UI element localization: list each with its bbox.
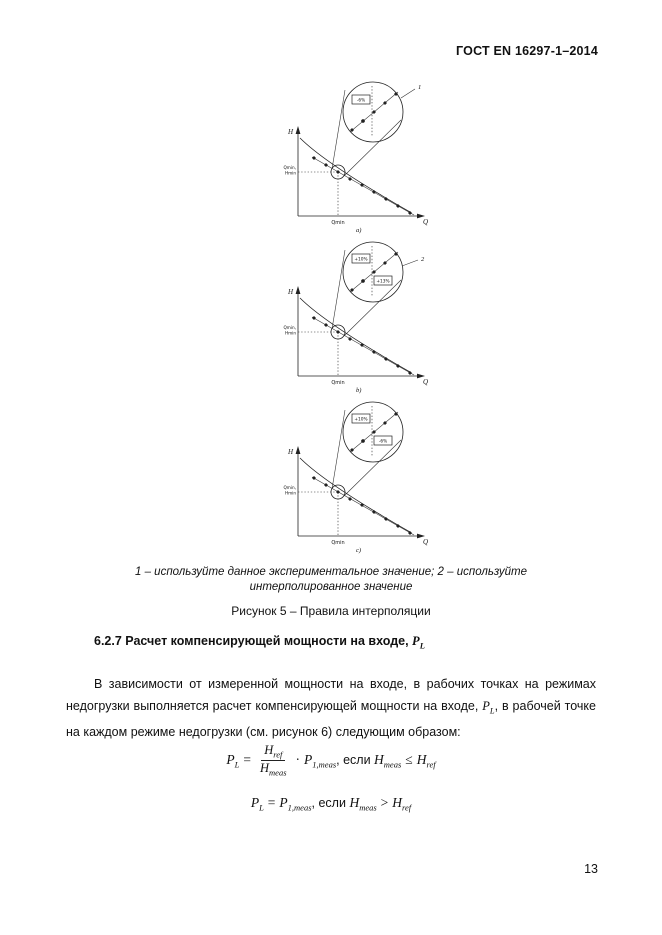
math-symbol-pl-sub: L <box>489 705 495 715</box>
axis-label-h: H <box>288 128 294 136</box>
figure-caption: Рисунок 5 – Правила интерполяции <box>231 604 431 618</box>
y-left-label-2: Hmin <box>284 170 296 176</box>
measurement-points <box>312 476 412 535</box>
axis-label-h: H <box>288 448 294 456</box>
tolerance-box-label-2: +13% <box>376 279 390 285</box>
marker-label: 1 <box>418 84 422 91</box>
chart-sublabel: a) <box>356 227 362 234</box>
multiplication-dot: · <box>295 751 301 767</box>
gt-operator: > <box>380 795 389 810</box>
pump-curve <box>300 458 410 532</box>
condition-text: , если <box>336 752 375 767</box>
x-tick-label: Qmin <box>331 380 345 386</box>
equals-sign: = <box>243 751 252 767</box>
x-tick-label: Qmin <box>331 220 345 226</box>
figure-5 <box>0 76 662 554</box>
var-pl: P <box>250 795 260 810</box>
var-hmeas: H <box>349 795 360 810</box>
pump-chart-a <box>268 76 438 234</box>
le-operator: ≤ <box>405 751 413 767</box>
document-header-title: ГОСТ EN 16297-1–2014 <box>456 44 598 58</box>
body-paragraph <box>66 673 596 744</box>
measurement-points <box>312 156 412 215</box>
equals-sign: = <box>267 795 276 810</box>
y-left-label-2: Hmin <box>284 490 296 496</box>
tolerance-box-label: +10% <box>354 417 368 423</box>
math-symbol-pl-sub: L <box>419 640 425 651</box>
pump-curve <box>300 138 410 212</box>
y-left-label-1: Qmin, <box>283 325 296 330</box>
formula-1: $P_L$ = $\frac{H_{ref}}{H_{meas}}$ · $P_{1,meas}$, если $H_{meas} \le H_{ref}$ <box>226 743 436 778</box>
section-heading-text: 6.2.7 Расчет компенсирующей мощности на входе, <box>94 634 413 648</box>
axis-label-h: H <box>288 288 294 296</box>
chart-sublabel: c) <box>356 547 362 554</box>
paragraph-text-2: , в рабочей точке на каждом режиме недогрузки (см. рисунок 6) следующим образом: <box>66 698 596 739</box>
x-tick-label: Qmin <box>331 540 345 546</box>
var-href: H <box>392 795 403 810</box>
pump-chart-c <box>268 396 438 554</box>
var-p1meas: P <box>279 795 288 810</box>
tolerance-box-label: -6% <box>356 98 366 104</box>
var-pl: P <box>226 751 235 767</box>
condition-text: , если <box>311 796 350 810</box>
y-left-label-2: Hmin <box>284 330 296 336</box>
var-hmeas: H <box>374 751 384 767</box>
formula-2: $P_L = P_{1,meas}$, если $H_{meas} > H_{ref}$ <box>250 795 412 813</box>
var-href: H <box>416 751 427 767</box>
math-symbol-pl: P <box>412 634 420 648</box>
marker-label: 2 <box>421 256 425 263</box>
figure-legend-note: 1 – используйте данное экспериментальное значение; 2 – используйте интерполированное значение <box>135 566 527 593</box>
y-left-label-1: Qmin, <box>283 165 296 170</box>
axis-label-q: Q <box>423 538 429 546</box>
measurement-points <box>312 316 412 375</box>
axis-label-q: Q <box>423 378 429 386</box>
var-p1meas: P <box>304 751 313 767</box>
section-heading <box>94 634 596 651</box>
paragraph-text-1: В зависимости от измеренной мощности на входе, в рабочих точках на режимах недогрузки выполняется расчет компенсирующей мощности на входе, <box>66 676 596 713</box>
chart-sublabel: b) <box>356 387 362 394</box>
y-left-label-1: Qmin, <box>283 485 296 490</box>
fraction: $\frac{H_{ref}}{H_{meas}}$ <box>260 743 287 778</box>
tolerance-box-label: +10% <box>354 257 368 263</box>
pump-curve <box>300 298 410 372</box>
math-symbol-pl: P <box>482 698 490 713</box>
axis-label-q: Q <box>423 218 429 226</box>
page-number: 13 <box>584 862 598 876</box>
pump-chart-b <box>268 236 438 394</box>
tolerance-box-label-2: -6% <box>378 439 388 445</box>
